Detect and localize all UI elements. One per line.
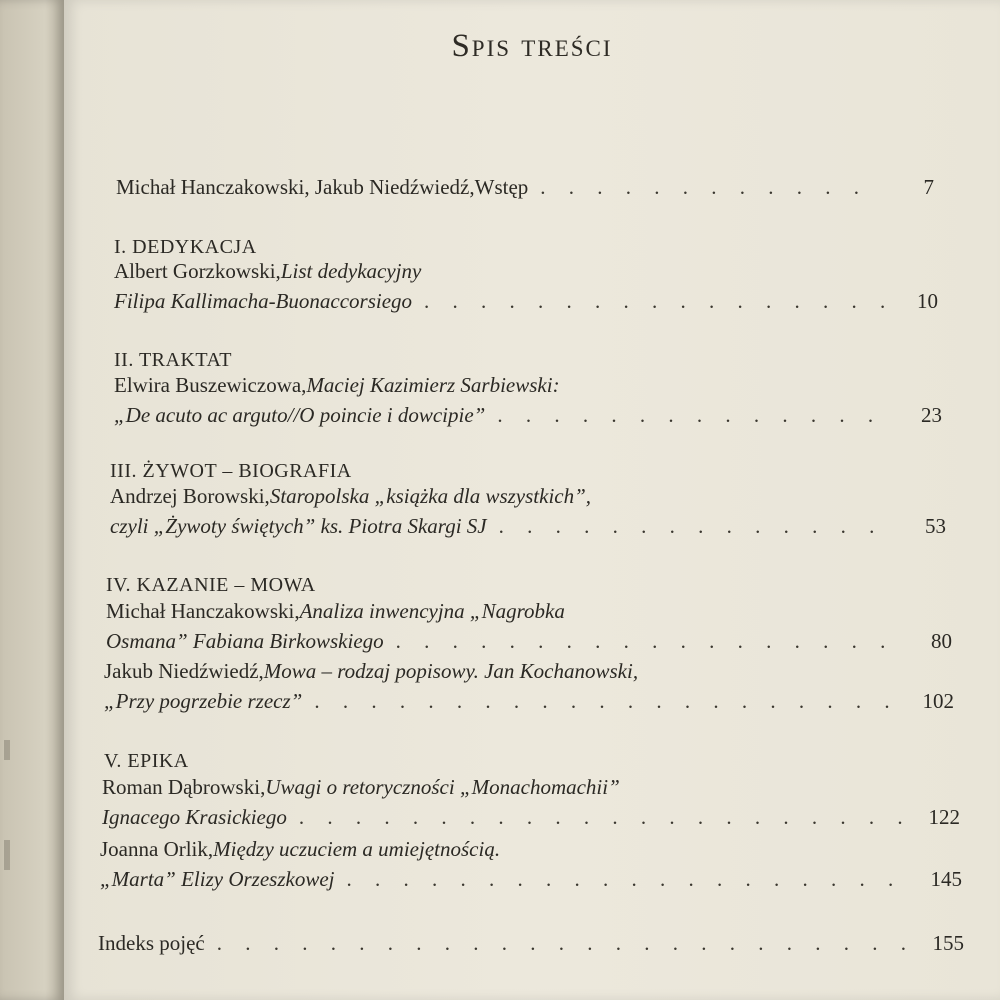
page-number: 53 bbox=[925, 514, 946, 538]
left-page-ghost-mark bbox=[4, 840, 10, 870]
section-heading: V. EPIKA bbox=[104, 750, 189, 772]
page-title: Spis treści bbox=[451, 28, 613, 64]
page-number: 7 bbox=[923, 175, 934, 199]
toc-entry[interactable] bbox=[110, 481, 946, 541]
page-number: 10 bbox=[917, 289, 938, 313]
entry-author: Roman Dąbrowski, bbox=[102, 775, 266, 799]
page-number: 80 bbox=[931, 629, 952, 653]
toc-entry[interactable] bbox=[114, 370, 942, 430]
entry-title: List dedykacyjny bbox=[280, 259, 422, 283]
page-number: 145 bbox=[930, 867, 962, 891]
toc-entry[interactable] bbox=[102, 772, 960, 832]
toc-entry[interactable] bbox=[106, 596, 952, 656]
leader-dots bbox=[396, 626, 900, 656]
toc-entry[interactable] bbox=[114, 256, 938, 316]
toc-entry[interactable] bbox=[100, 834, 962, 894]
leader-dots bbox=[347, 864, 910, 894]
entry-author: Michał Hanczakowski, bbox=[106, 599, 300, 623]
entry-title: Mowa – rodzaj popisowy. Jan Kochanowski, bbox=[263, 659, 639, 683]
page-number: 122 bbox=[928, 805, 960, 829]
toc-page bbox=[64, 0, 1000, 1000]
entry-author: Albert Gorzkowski, bbox=[114, 259, 281, 283]
section-heading: II. TRAKTAT bbox=[114, 349, 232, 371]
entry-title-cont: Ignacego Krasickiego bbox=[102, 805, 287, 829]
section-heading: IV. KAZANIE – MOWA bbox=[106, 574, 316, 596]
section-heading: III. ŻYWOT – BIOGRAFIA bbox=[110, 460, 352, 482]
leader-dots bbox=[499, 511, 894, 541]
entry-title: Indeks pojęć bbox=[98, 931, 205, 955]
left-page-edge bbox=[0, 0, 64, 1000]
entry-title-cont: „Przy pogrzebie rzecz” bbox=[104, 689, 303, 713]
entry-author: Joanna Orlik, bbox=[100, 837, 214, 861]
entry-title-cont: Osmana” Fabiana Birkowskiego bbox=[106, 629, 384, 653]
entry-title: Między uczuciem a umiejętnością. bbox=[213, 837, 501, 861]
leader-dots bbox=[299, 802, 908, 832]
leader-dots bbox=[497, 400, 890, 430]
entry-title-cont: „Marta” Elizy Orzeszkowej bbox=[100, 867, 335, 891]
leader-dots bbox=[424, 286, 886, 316]
page-number: 23 bbox=[921, 403, 942, 427]
leader-dots bbox=[314, 686, 902, 716]
toc-entry[interactable] bbox=[104, 656, 954, 716]
entry-title: Uwagi o retoryczności „Monachomachii” bbox=[265, 775, 620, 799]
entry-author: Elwira Buszewiczowa, bbox=[114, 373, 307, 397]
leader-dots bbox=[540, 172, 882, 202]
entry-author: Jakub Niedźwiedź, bbox=[104, 659, 264, 683]
entry-title: Wstęp bbox=[474, 175, 529, 199]
entry-title: Staropolska „książka dla wszystkich”, bbox=[269, 484, 592, 508]
page-number: 102 bbox=[922, 689, 954, 713]
toc-entry-index[interactable] bbox=[98, 928, 964, 958]
entry-title-cont: „De acuto ac arguto//O poincie i dowcipie” bbox=[114, 403, 486, 427]
left-page-ghost-mark bbox=[4, 740, 10, 760]
entry-title: Analiza inwencyjna „Nagrobka bbox=[299, 599, 565, 623]
entry-title-cont: czyli „Żywoty świętych” ks. Piotra Skargi SJ bbox=[110, 514, 487, 538]
entry-author: Michał Hanczakowski, Jakub Niedźwiedź, bbox=[116, 175, 475, 199]
page-number: 155 bbox=[932, 931, 964, 955]
leader-dots bbox=[217, 928, 912, 958]
section-heading: I. DEDYKACJA bbox=[114, 236, 257, 258]
entry-author: Andrzej Borowski, bbox=[110, 484, 270, 508]
toc-entry-intro[interactable] bbox=[116, 172, 934, 202]
entry-title: Maciej Kazimierz Sarbiewski: bbox=[306, 373, 560, 397]
entry-title-cont: Filipa Kallimacha-Buonaccorsiego bbox=[114, 289, 413, 313]
